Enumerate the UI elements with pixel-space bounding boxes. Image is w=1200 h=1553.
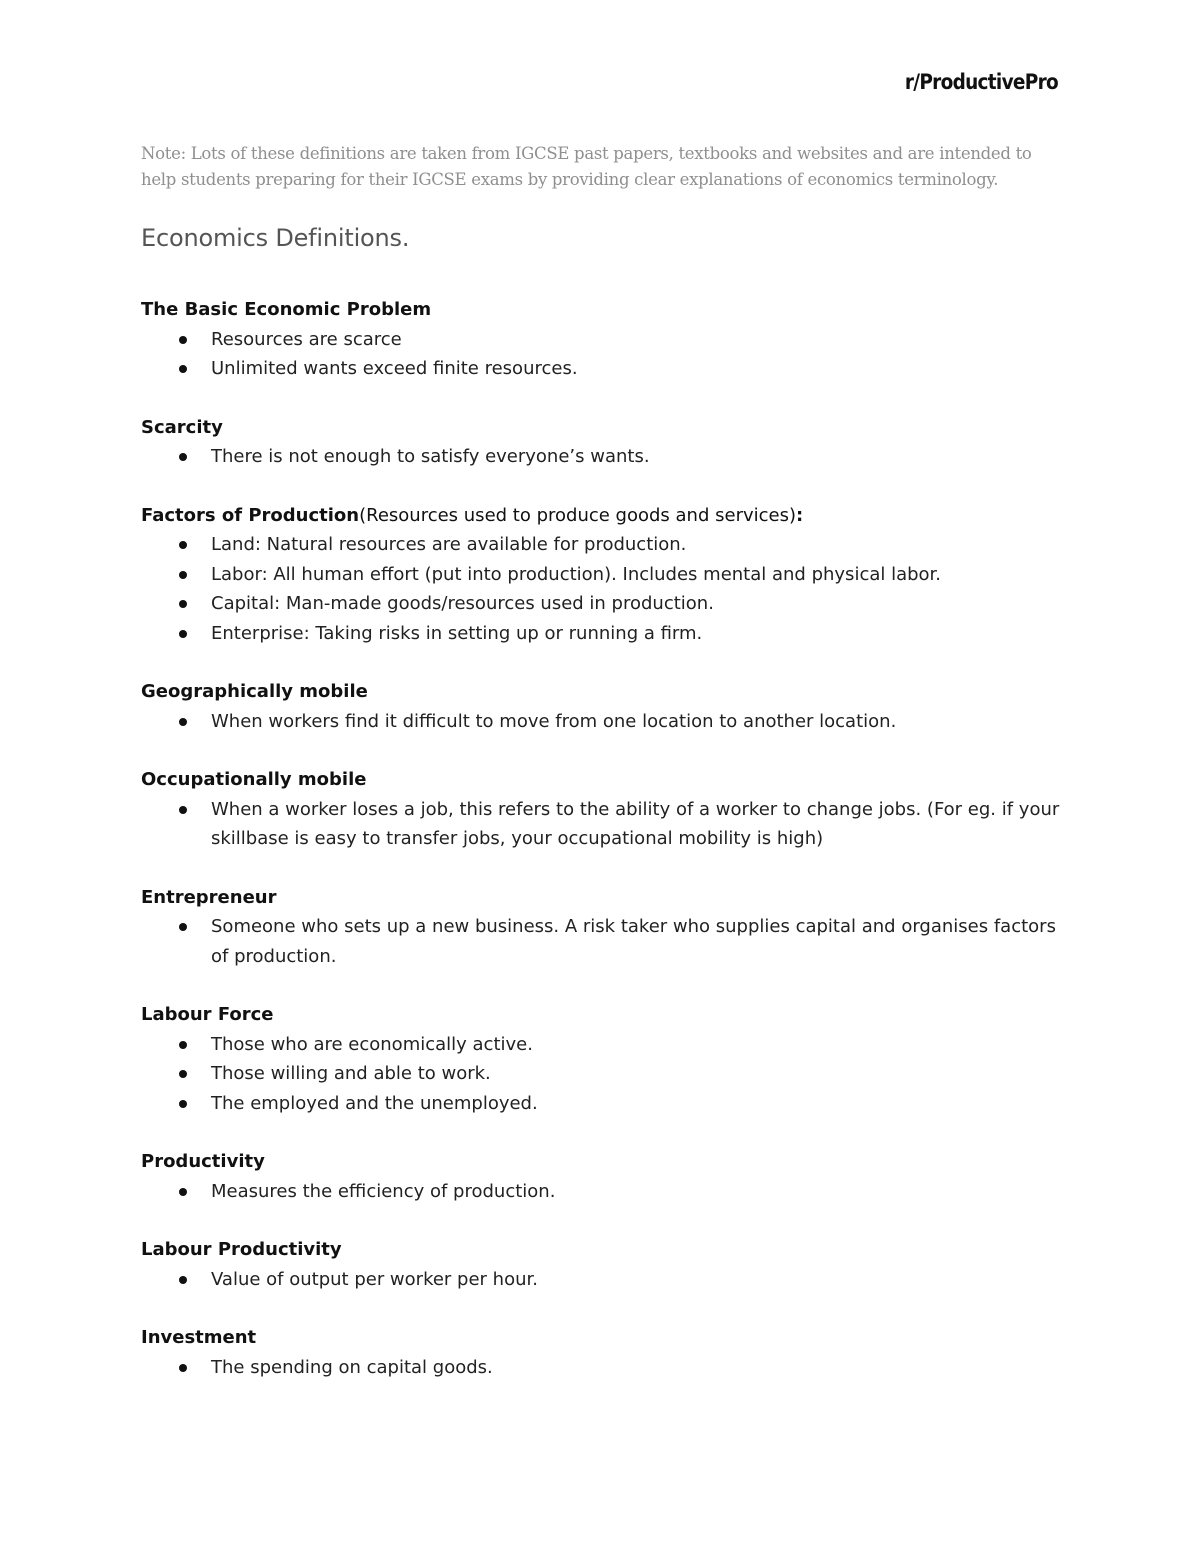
definition-section: [141, 677, 1061, 736]
bullet-item: Labor: All human effort (put into production). Includes mental and physical labor.: [141, 560, 1061, 590]
bullet-list: [141, 1353, 1061, 1383]
definition-term: Investment: [141, 1327, 257, 1348]
definition-term-row: [141, 501, 1061, 531]
bullet-item: Resources are scarce: [141, 325, 1061, 355]
bullet-list: [141, 707, 1061, 737]
bullet-list: [141, 1265, 1061, 1295]
definition-term: Geographically mobile: [141, 681, 368, 702]
brand-header: r/ProductivePro: [904, 70, 1058, 94]
definition-term: Labour Productivity: [141, 1239, 342, 1260]
bullet-list: [141, 1030, 1061, 1119]
bullet-item: Value of output per worker per hour.: [141, 1265, 1061, 1295]
bullet-list: [141, 912, 1061, 971]
bullet-list: [141, 442, 1061, 472]
definition-term: Occupationally mobile: [141, 769, 367, 790]
definition-section: [141, 765, 1061, 854]
intro-note: Note: Lots of these definitions are taken from IGCSE past papers, textbooks and websites and are intended to help students preparing for their IGCSE exams by providing clear explanations of economics terminology.: [141, 144, 1032, 189]
definition-section: [141, 1147, 1061, 1206]
bullet-list: [141, 795, 1061, 854]
definition-section: [141, 413, 1061, 472]
bullet-item: Unlimited wants exceed finite resources.: [141, 354, 1061, 384]
definition-term: The Basic Economic Problem: [141, 299, 432, 320]
definitions-list: [141, 295, 1061, 1411]
definition-section: [141, 1000, 1061, 1118]
definition-term-note: (Resources used to produce goods and services): [359, 504, 796, 526]
bullet-item: There is not enough to satisfy everyone’s wants.: [141, 442, 1061, 472]
bullet-item: When workers find it difficult to move from one location to another location.: [141, 707, 1061, 737]
bullet-item: Someone who sets up a new business. A risk taker who supplies capital and organises factors of production.: [141, 912, 1061, 971]
bullet-item: Capital: Man-made goods/resources used in production.: [141, 589, 1061, 619]
definition-term: Scarcity: [141, 416, 223, 438]
definition-term: Entrepreneur: [141, 886, 277, 908]
definition-term: Labour Force: [141, 1004, 274, 1025]
bullet-list: [141, 1177, 1061, 1207]
bullet-item: When a worker loses a job, this refers to the ability of a worker to change jobs. (For eg. if your skillbase is easy to transfer jobs, your occupational mobility is high): [141, 795, 1061, 854]
bullet-list: [141, 325, 1061, 384]
definition-section: [141, 295, 1061, 384]
bullet-item: Measures the efficiency of production.: [141, 1177, 1061, 1207]
term-colon: :: [796, 504, 804, 526]
definition-section: [141, 501, 1061, 649]
bullet-item: Enterprise: Taking risks in setting up or running a firm.: [141, 619, 1061, 649]
bullet-item: Those willing and able to work.: [141, 1059, 1061, 1089]
bullet-item: Those who are economically active.: [141, 1030, 1061, 1060]
bullet-item: The employed and the unemployed.: [141, 1089, 1061, 1119]
bullet-list: [141, 530, 1061, 648]
definition-section: [141, 1235, 1061, 1294]
bullet-item: Land: Natural resources are available for production.: [141, 530, 1061, 560]
definition-section: [141, 1323, 1061, 1382]
bullet-item: The spending on capital goods.: [141, 1353, 1061, 1383]
page-title: Economics Definitions.: [141, 224, 410, 252]
definition-term: Factors of Production: [141, 504, 360, 526]
definition-section: [141, 883, 1061, 972]
definition-term: Productivity: [141, 1151, 265, 1172]
